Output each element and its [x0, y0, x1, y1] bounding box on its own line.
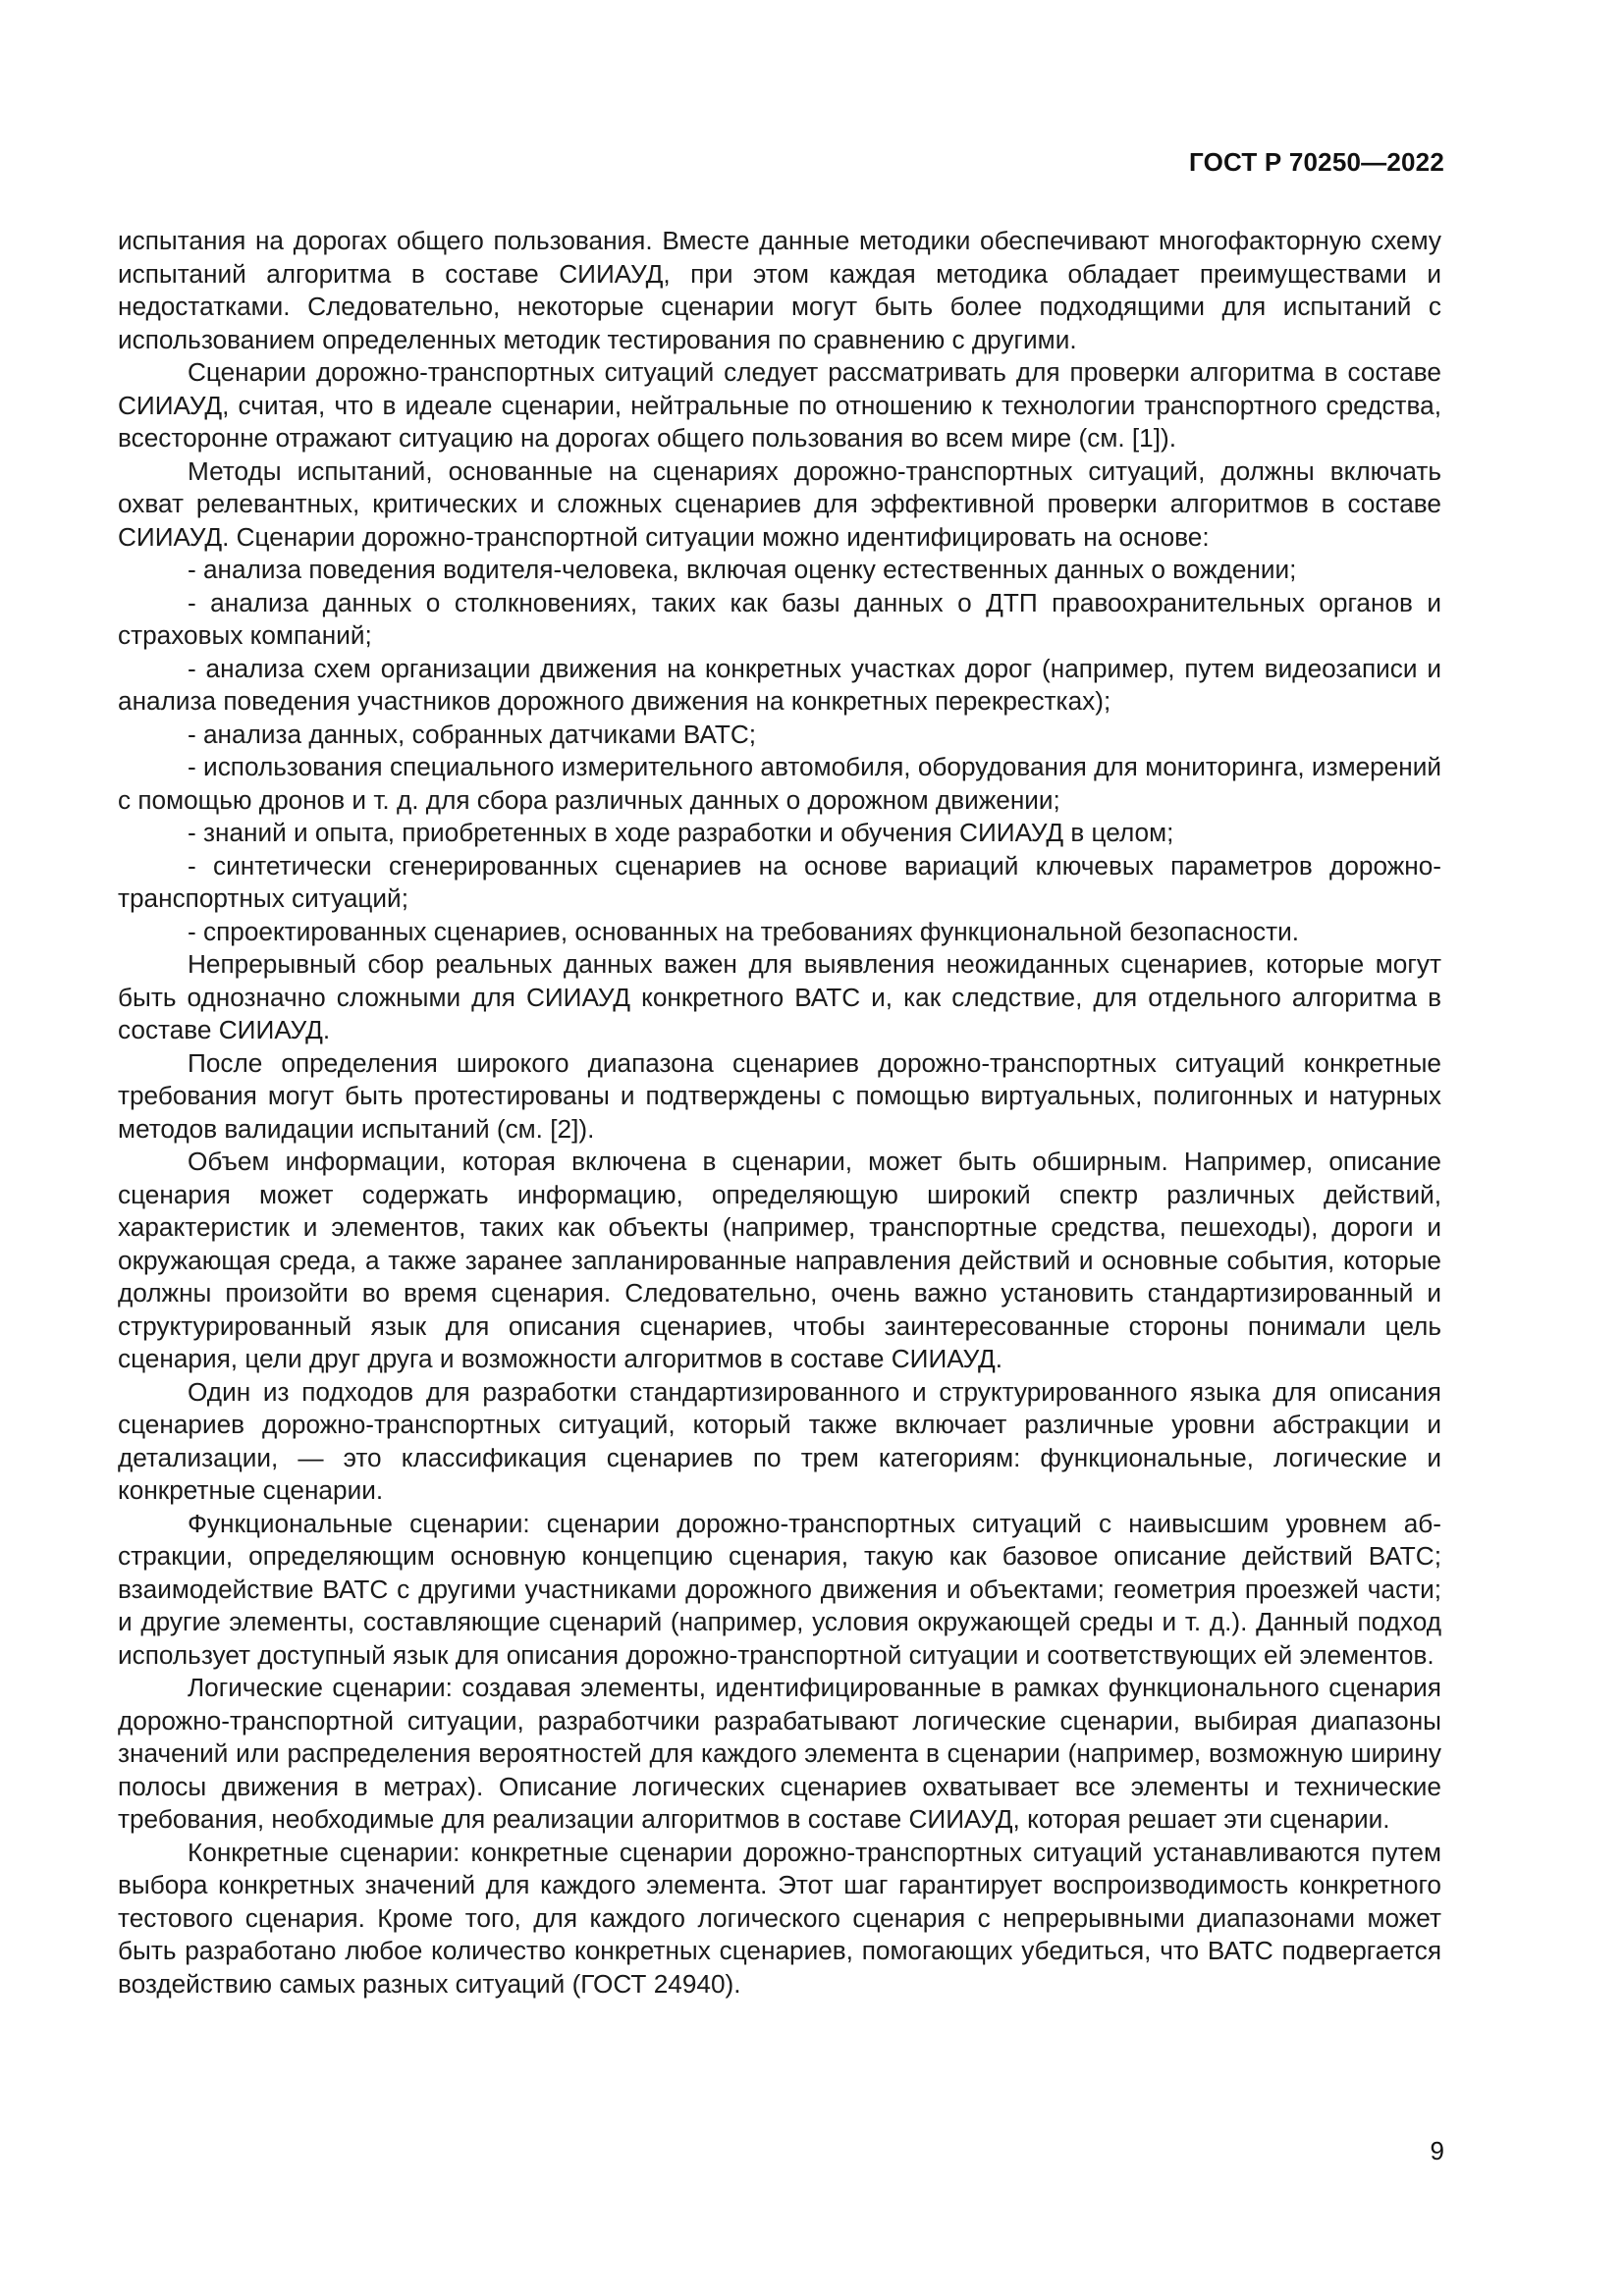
list-item: - анализа данных, собранных датчиками ВАТС;	[188, 719, 757, 749]
paragraph: Функциональные сценарии: сценарии дорожно-транспортных ситуаций с наивысшим уровнем абстракции, определяющим основную концепцию сценария, такую как базовое описание действий ВАТС; взаимодействие ВАТС с другими участниками дорожного движения и объектами; геометрия проезжей части; и другие элементы, составляющие сценарий (например, условия окружающей среды и т. д.). Данный подход использует доступный язык для описания дорожно-транспортной ситуации и соответствующих ей элементов.	[118, 1508, 1441, 1670]
list-item: - знаний и опыта, приобретенных в ходе разработки и обучения СИИАУД в целом;	[188, 818, 1174, 847]
paragraph: Один из подходов для разработки стандартизированного и структурированного языка для описания сценариев дорожно-транспортных ситуаций, который также включает различные уровни абстракции и детализации, — это классификация сценариев по трем категориям: функциональные, логические и конкретные сценарии.	[118, 1376, 1441, 1505]
paragraph: После определения широкого диапазона сценариев дорожно-транспортных ситуаций конкретные требования могут быть протестированы и подтверждены с помощью виртуальных, полигонных и натурных методов валидации испытаний (см. [2]).	[118, 1047, 1441, 1144]
list-item: - анализа данных о столкновениях, таких как базы данных о ДТП правоохранительных органов и страховых компаний;	[118, 587, 1441, 650]
document-standard-number: ГОСТ Р 70250—2022	[1189, 147, 1444, 177]
paragraph: Конкретные сценарии: конкретные сценарии дорожно-транспортных ситуаций устанавливаются путем выбора конкретных значений для каждого элемента. Этот шаг гарантирует воспроизводимость конкретного тестового сценария. Кроме того, для каждого логического сценария с непрерывными диапазонами может быть разработано любое количество конкретных сценариев, помогающих убедиться, что ВАТС подвергается воздействию самых разных ситуаций (ГОСТ 24940).	[118, 1837, 1441, 1999]
list-item: - использования специального измерительного автомобиля, оборудования для мониторинга, измерений с помощью дронов и т. д. для сбора различных данных о дорожном движении;	[118, 752, 1441, 815]
document-body	[118, 225, 1441, 2001]
paragraph: Логические сценарии: создавая элементы, идентифицированные в рамках функционального сценария дорожно-транспортной ситуации, разработчики разрабатывают логические сценарии, выбирая диапазоны значений или распределения вероятностей для каждого элемента в сценарии (например, возможную ширину полосы движения в метрах). Описание логических сценариев охватывает все элементы и технические требования, необходимые для реализации алгоритмов в составе СИИАУД, которая решает эти сценарии.	[118, 1673, 1441, 1834]
list-item: - анализа схем организации движения на конкретных участках дорог (например, путем видеозаписи и анализа поведения участников дорожного движения на конкретных перекрестках);	[118, 653, 1441, 716]
paragraph-continuation: испытания на дорогах общего пользования. Вместе данные методики обеспечивают многофакторную схему испытаний алгоритма в составе СИИАУД, при этом каждая методика обладает преимуществами и недостатками. Следовательно, некоторые сценарии могут быть более подходящими для испытаний с использованием определенных методик тестирования по сравнению с другими.	[118, 226, 1441, 354]
paragraph: Непрерывный сбор реальных данных важен для выявления неожиданных сценариев, которые могут быть однозначно сложными для СИИАУД конкретного ВАТС и, как следствие, для отдельного алгоритма в составе СИИАУД.	[118, 949, 1441, 1044]
list-item: - анализа поведения водителя-человека, включая оценку естественных данных о вождении;	[188, 555, 1297, 584]
list-item: - спроектированных сценариев, основанных на требованиях функциональной безопасности.	[188, 916, 1300, 946]
page-number: 9	[1430, 2136, 1444, 2165]
list-item: - синтетически сгенерированных сценариев на основе вариаций ключевых параметров дорожно-транспортных ситуаций;	[118, 850, 1441, 913]
paragraph: Сценарии дорожно-транспортных ситуаций следует рассматривать для проверки алгоритма в составе СИИАУД, считая, что в идеале сценарии, нейтральные по отношению к технологии транспортного средства, всесторонне отражают ситуацию на дорогах общего пользования во всем мире (см. [1]).	[118, 357, 1441, 453]
paragraph: Объем информации, которая включена в сценарии, может быть обширным. Например, описание сценария может содержать информацию, определяющую широкий спектр различных действий, характеристик и элементов, таких как объекты (например, транспортные средства, пешеходы), дороги и окружающая среда, а также заранее запланированные направления действий и основные события, которые должны произойти во время сценария. Следовательно, очень важно установить стандартизированный и структурированный язык для описания сценариев, чтобы заинтересованные стороны понимали цель сценария, цели друг друга и возможности алгоритмов в составе СИИАУД.	[118, 1147, 1441, 1373]
paragraph: Методы испытаний, основанные на сценариях дорожно-транспортных ситуаций, должны включать охват релевантных, критических и сложных сценариев для эффективной проверки алгоритмов в составе СИИАУД. Сценарии дорожно-транспортной ситуации можно идентифицировать на основе:	[118, 455, 1441, 552]
